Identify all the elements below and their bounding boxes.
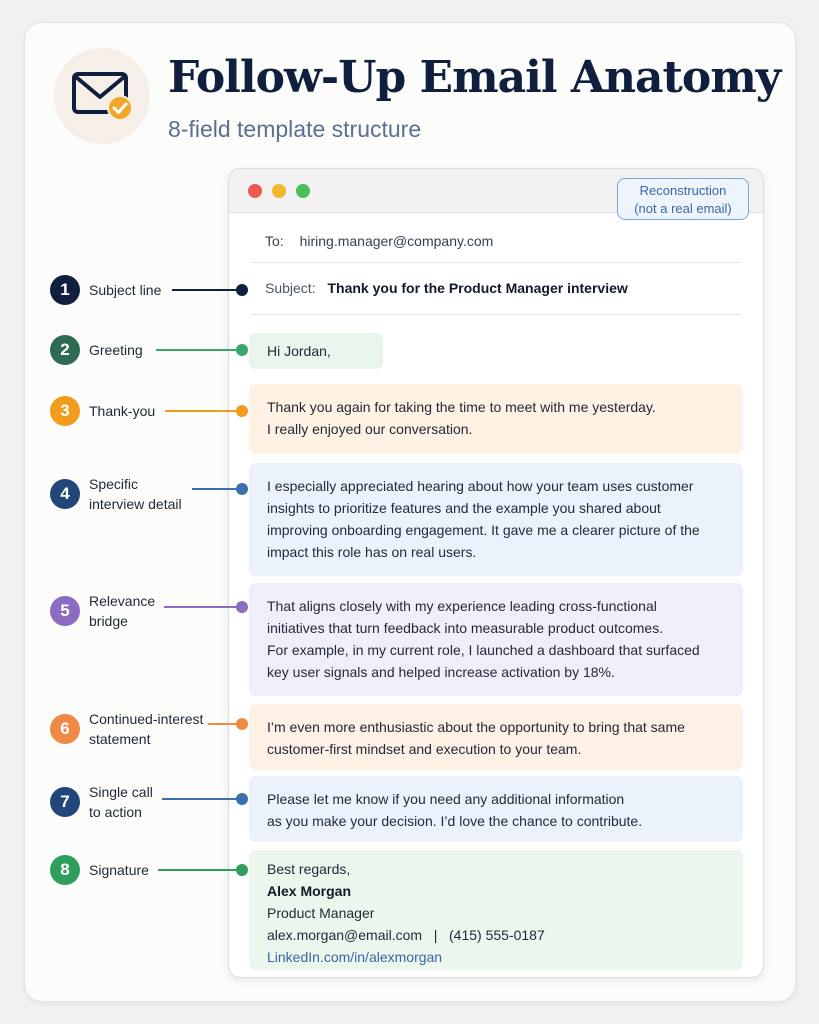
field-label-relevance-bridge <box>50 591 155 631</box>
continued-interest-line: customer-first mindset and execution to your team. <box>267 741 582 757</box>
continued-interest-line: I’m even more enthusiastic about the opportunity to bring that same <box>267 719 685 735</box>
connector-dot <box>236 793 248 805</box>
field-number-badge: 2 <box>50 335 80 365</box>
continued-interest-block <box>249 704 743 770</box>
page-subtitle: 8-field template structure <box>168 116 422 142</box>
call-to-action-line: as you make your decision. I’d love the chance to contribute. <box>267 813 643 829</box>
subject-label: Subject: <box>265 280 316 296</box>
to-label: To: <box>265 233 284 249</box>
reconstruction-badge-line2: (not a real email) <box>634 201 732 216</box>
signature-block <box>249 850 743 970</box>
field-label-text <box>89 709 203 749</box>
relevance-line: That aligns closely with my experience leading cross-functional <box>267 598 657 614</box>
field-label-line: to action <box>89 804 142 820</box>
field-label-line: bridge <box>89 613 128 629</box>
field-number-badge: 3 <box>50 396 80 426</box>
field-label-signature <box>50 855 149 885</box>
subject-value: Thank you for the Product Manager interview <box>327 280 628 296</box>
connector-dot <box>236 601 248 613</box>
call-to-action-line: Please let me know if you need any additional information <box>267 791 625 807</box>
field-label-text: Signature <box>89 862 149 878</box>
reconstruction-badge-line1: Reconstruction <box>639 183 727 198</box>
signature-linkedin-link[interactable]: LinkedIn.com/in/alexmorgan <box>267 949 443 965</box>
greeting-text: Hi Jordan, <box>267 343 331 359</box>
to-value: hiring.manager@company.com <box>299 233 494 249</box>
field-number-badge: 4 <box>50 479 80 509</box>
connector-line <box>192 488 242 490</box>
signature-role: Product Manager <box>267 905 375 921</box>
to-row <box>265 233 493 249</box>
connector-dot <box>236 483 248 495</box>
interview-detail-line: insights to prioritize features and the example you shared about <box>267 500 661 516</box>
field-label-text: Subject line <box>89 282 162 298</box>
connector-line <box>164 606 242 608</box>
field-label-text <box>89 474 182 514</box>
reconstruction-badge <box>617 178 749 220</box>
interview-detail-line: improving onboarding engagement. It gave me a clearer picture of the <box>267 522 700 538</box>
signature-closing: Best regards, <box>267 861 351 877</box>
maximize-window-button[interactable] <box>296 184 310 198</box>
connector-line <box>156 349 242 351</box>
relevance-line: For example, in my current role, I launched a dashboard that surfaced <box>267 642 700 658</box>
to-divider <box>251 262 741 263</box>
field-label-text <box>89 782 153 822</box>
thank-you-line: Thank you again for taking the time to meet with me yesterday. <box>267 399 656 415</box>
field-number-badge: 6 <box>50 714 80 744</box>
envelope-check-icon <box>72 70 134 122</box>
relevance-bridge-block <box>249 583 743 696</box>
field-label-specific-interview-detail <box>50 474 182 514</box>
email-window <box>228 168 764 978</box>
relevance-line: initiatives that turn feedback into measurable product outcomes. <box>267 620 664 636</box>
connector-dot <box>236 405 248 417</box>
interview-detail-line: impact this role has on real users. <box>267 544 477 560</box>
interview-detail-line: I especially appreciated hearing about how your team uses customer <box>267 478 694 494</box>
signature-name: Alex Morgan <box>267 883 352 899</box>
field-number-badge: 8 <box>50 855 80 885</box>
field-label-greeting <box>50 335 143 365</box>
page-title: Follow-Up Email Anatomy <box>168 52 781 103</box>
call-to-action-block <box>249 776 743 842</box>
connector-line <box>158 869 242 871</box>
connector-dot <box>236 344 248 356</box>
field-label-line: Relevance <box>89 593 156 609</box>
field-label-call-to-action <box>50 782 153 822</box>
greeting-block <box>249 333 383 369</box>
field-label-line: Single call <box>89 784 153 800</box>
field-label-line: Specific <box>89 476 139 492</box>
signature-contact: alex.morgan@email.com | (415) 555-0187 <box>267 927 545 943</box>
connector-dot <box>236 718 248 730</box>
field-label-line: statement <box>89 731 151 747</box>
field-number-badge: 7 <box>50 787 80 817</box>
connector-dot <box>236 284 248 296</box>
logo-badge <box>54 48 150 144</box>
field-label-line: Continued-interest <box>89 711 204 727</box>
field-number-badge: 5 <box>50 596 80 626</box>
field-label-text <box>89 591 155 631</box>
field-label-line: interview detail <box>89 496 182 512</box>
field-label-subject-line <box>50 275 161 305</box>
field-label-thank-you <box>50 396 155 426</box>
relevance-line: key user signals and helped increase activation by 18%. <box>267 664 615 680</box>
thank-you-line: I really enjoyed our conversation. <box>267 421 473 437</box>
connector-line <box>165 410 242 412</box>
connector-line <box>172 289 242 291</box>
thank-you-block <box>249 384 743 454</box>
field-label-continued-interest <box>50 709 203 749</box>
connector-line <box>162 798 242 800</box>
subject-row <box>265 280 628 296</box>
connector-dot <box>236 864 248 876</box>
field-label-text: Thank-you <box>89 403 156 419</box>
subject-divider <box>251 314 741 315</box>
field-label-text: Greeting <box>89 342 143 358</box>
field-number-badge: 1 <box>50 275 80 305</box>
interview-detail-block <box>249 463 743 576</box>
close-window-button[interactable] <box>248 184 262 198</box>
minimize-window-button[interactable] <box>272 184 286 198</box>
